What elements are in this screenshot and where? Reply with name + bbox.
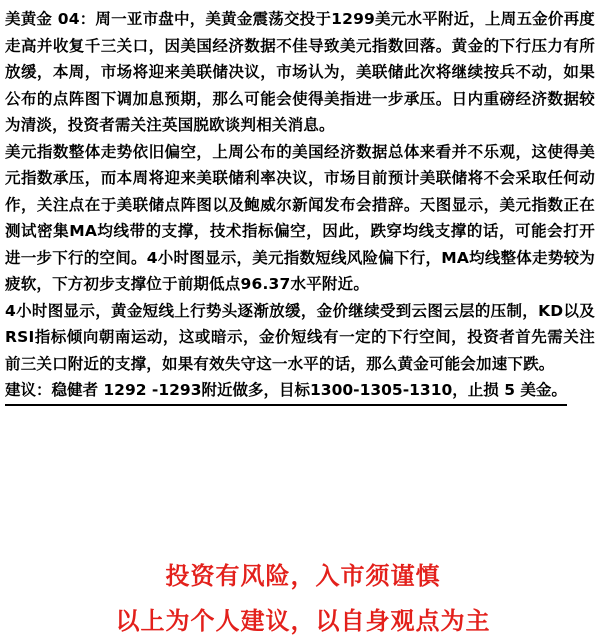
trading-advice: 建议：稳健者 1292 -1293附近做多，目标1300-1305-1310，止损 5 美金。 [5, 377, 567, 406]
article-body [5, 6, 595, 406]
risk-warning: 投资有风险，入市须谨慎 [165, 562, 441, 590]
paragraph-gold-technical: 4小时图显示，黄金短线上行势头逐渐放缓，金价继续受到云图云层的压制，KD以及RSI指标倾向朝南运动，这或暗示，金价短线有一定的下行空间，投资者首先需关注前三关口附近的支撑，如果有效失守这一水平的话，那么黄金可能会加速下跌。 [5, 301, 595, 373]
disclaimer: 以上为个人建议，以自身观点为主 [115, 607, 491, 635]
paragraph-gold-overview: 美黄金 04：周一亚市盘中，美黄金震荡交投于1299美元水平附近，上周五金价再度走高并收复千三关口，因美国经济数据不佳导致美元指数回落。黄金的下行压力有所放缓，本周，市场将迎来美联储决议，市场认为，美联储此次将继续按兵不动，如果公布的点阵图下调加息预期，那么可能会使得美指进一步承压。日内重磅经济数据较为清淡，投资者需关注英国脱欧谈判相关消息。 [5, 10, 595, 134]
paragraph-dollar-index: 美元指数整体走势依旧偏空，上周公布的美国经济数据总体来看并不乐观，这使得美元指数承压，而本周将迎来美联储利率决议，市场目前预计美联储将不会采取任何动作，关注点在于美联储点阵图以及鲍威尔新闻发布会措辞。天图显示，美元指数正在测试密集MA均线带的支撑，技术指标偏空，因此，跌穿均线支撑的话，可能会打开进一步下行的空间。4小时图显示，美元指数短线风险偏下行，MA均线整体走势较为疲软，下方初步支撑位于前期低点96.37水平附近。 [5, 142, 595, 293]
